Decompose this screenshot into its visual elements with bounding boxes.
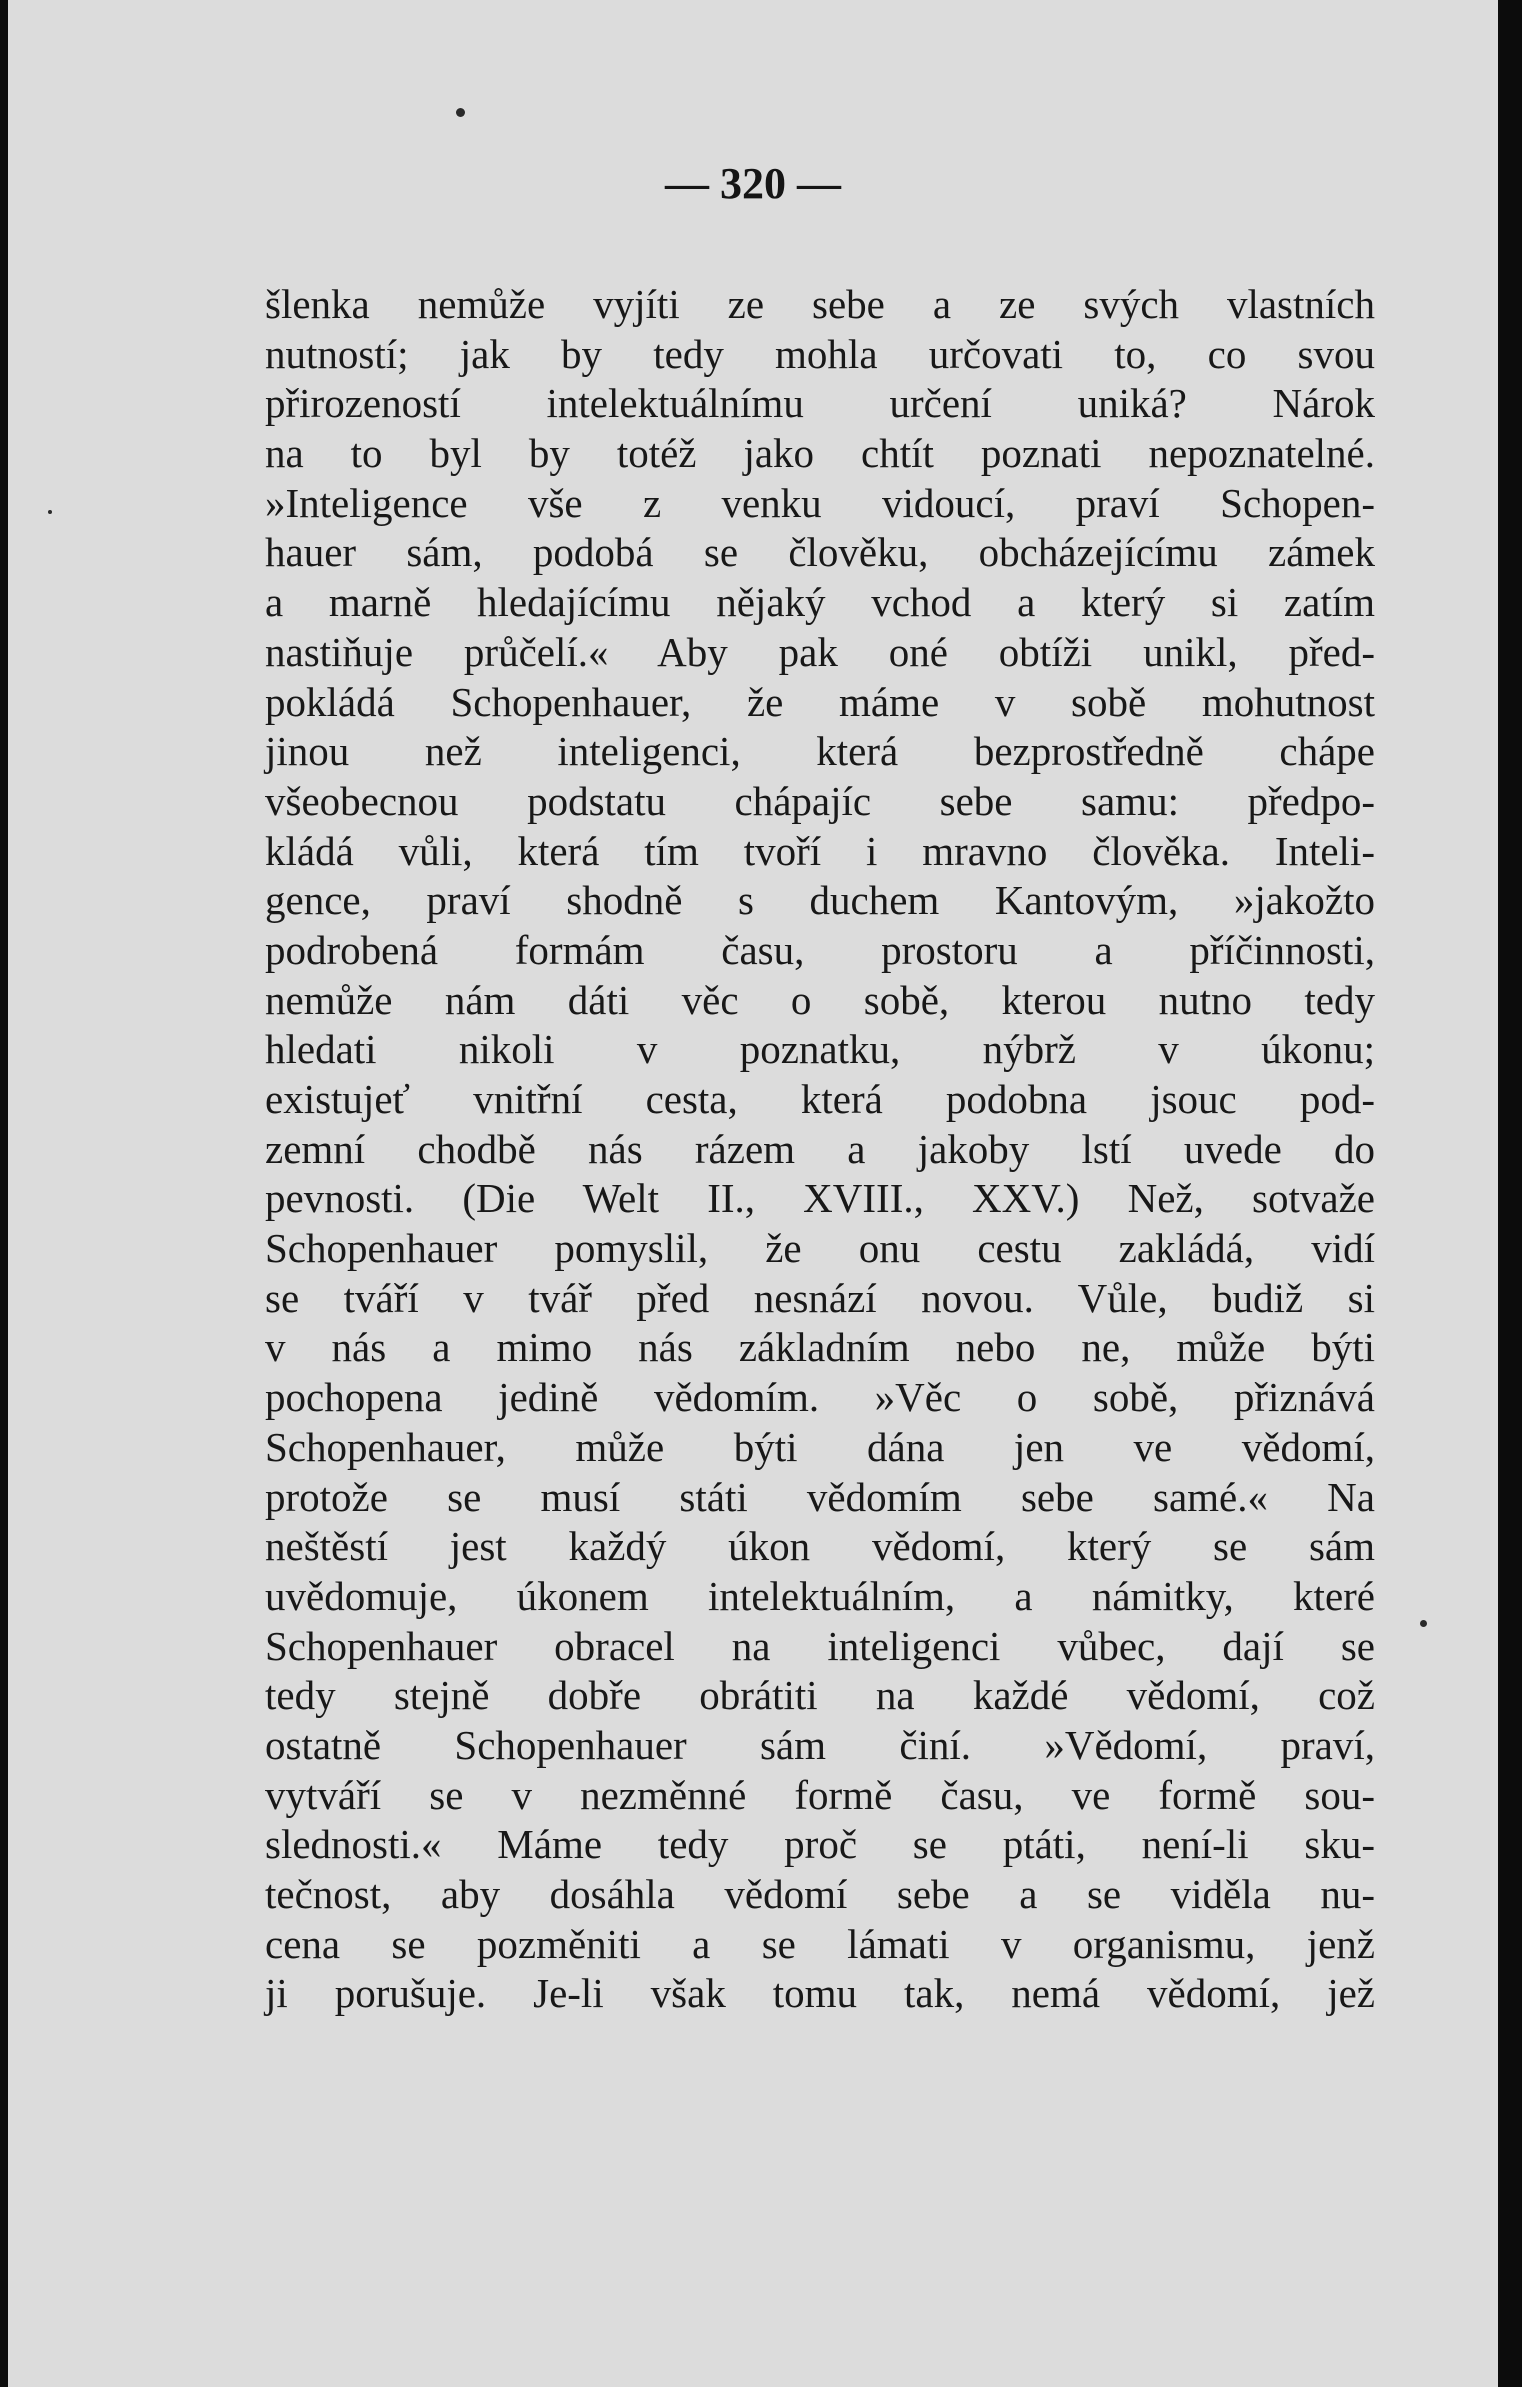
body-text <box>265 280 1375 2019</box>
text-line: vytváří se v nezměnné formě času, ve formě sou- <box>265 1771 1375 1818</box>
text-line: a marně hledajícímu nějaký vchod a který si zatím <box>265 579 1375 626</box>
page-number: — 320 — <box>665 159 841 208</box>
text-line: na to byl by totéž jako chtít poznati nepoznatelné. <box>265 430 1375 477</box>
text-line: tečnost, aby dosáhla vědomí sebe a se viděla nu- <box>265 1871 1375 1917</box>
text-line: Schopenhauer, může býti dána jen ve vědomí, <box>265 1423 1375 1470</box>
text-line: Schopenhauer pomyslil, že onu cestu zakládá, vidí <box>265 1225 1375 1272</box>
paper-speck <box>48 510 52 514</box>
text-line: hauer sám, podobá se člověku, obcházejícímu zámek <box>265 529 1375 576</box>
text-line: přirozeností intelektuálnímu určení uniká? Nárok <box>265 380 1375 427</box>
text-line: Schopenhauer obracel na inteligenci vůbec, dají se <box>265 1622 1375 1669</box>
text-line: šlenka nemůže vyjíti ze sebe a ze svých vlastních <box>265 281 1375 327</box>
paper-speck <box>1420 1620 1427 1627</box>
text-line: tedy stejně dobře obrátiti na každé vědomí, což <box>265 1672 1375 1719</box>
text-line: hledati nikoli v poznatku, nýbrž v úkonu; <box>265 1026 1375 1073</box>
paper-speck <box>456 108 465 117</box>
book-page <box>8 0 1498 2387</box>
text-line: neštěstí jest každý úkon vědomí, který se sám <box>265 1523 1375 1570</box>
text-line: v nás a mimo nás základním nebo ne, může býti <box>265 1324 1375 1371</box>
text-line: nastiňuje průčelí.« Aby pak oné obtíži unikl, před- <box>265 628 1375 675</box>
text-line: se tváří v tvář před nesnází novou. Vůle, budiž si <box>265 1274 1375 1321</box>
text-line: uvědomuje, úkonem intelektuálním, a námitky, které <box>265 1572 1375 1619</box>
text-line: protože se musí státi vědomím sebe samé.« Na <box>265 1473 1375 1520</box>
text-line: pevnosti. (Die Welt II., XVIII., XXV.) Než, sotvaže <box>265 1175 1375 1222</box>
text-line: existujeť vnitřní cesta, která podobna jsouc pod- <box>265 1076 1375 1122</box>
text-line: »Inteligence vše z venku vidoucí, praví Schopen- <box>265 479 1375 526</box>
text-line: všeobecnou podstatu chápajíc sebe samu: předpo- <box>265 777 1375 824</box>
text-line: nemůže nám dáti věc o sobě, kterou nutno tedy <box>265 976 1375 1023</box>
text-line: gence, praví shodně s duchem Kantovým, »jakožto <box>265 877 1375 924</box>
text-line: jinou než inteligenci, která bezprostředně chápe <box>265 728 1375 775</box>
text-line: pokládá Schopenhauer, že máme v sobě mohutnost <box>265 678 1375 725</box>
text-line: podrobená formám času, prostoru a příčinnosti, <box>265 926 1375 973</box>
text-line: ostatně Schopenhauer sám činí. »Vědomí, praví, <box>265 1721 1375 1768</box>
text-line: cena se pozměniti a se lámati v organismu, jenž <box>265 1920 1375 1967</box>
text-line: nutností; jak by tedy mohla určovati to, co svou <box>265 330 1375 377</box>
text-line: kládá vůli, která tím tvoří i mravno člověka. Inteli- <box>265 827 1375 874</box>
text-line: slednosti.« Máme tedy proč se ptáti, není-li sku- <box>265 1821 1375 1868</box>
text-line: zemní chodbě nás rázem a jakoby lstí uvede do <box>265 1125 1375 1172</box>
text-line: ji porušuje. Je-li však tomu tak, nemá vědomí, jež <box>265 1970 1375 2017</box>
text-line: pochopena jedině vědomím. »Věc o sobě, přiznává <box>265 1374 1375 1421</box>
